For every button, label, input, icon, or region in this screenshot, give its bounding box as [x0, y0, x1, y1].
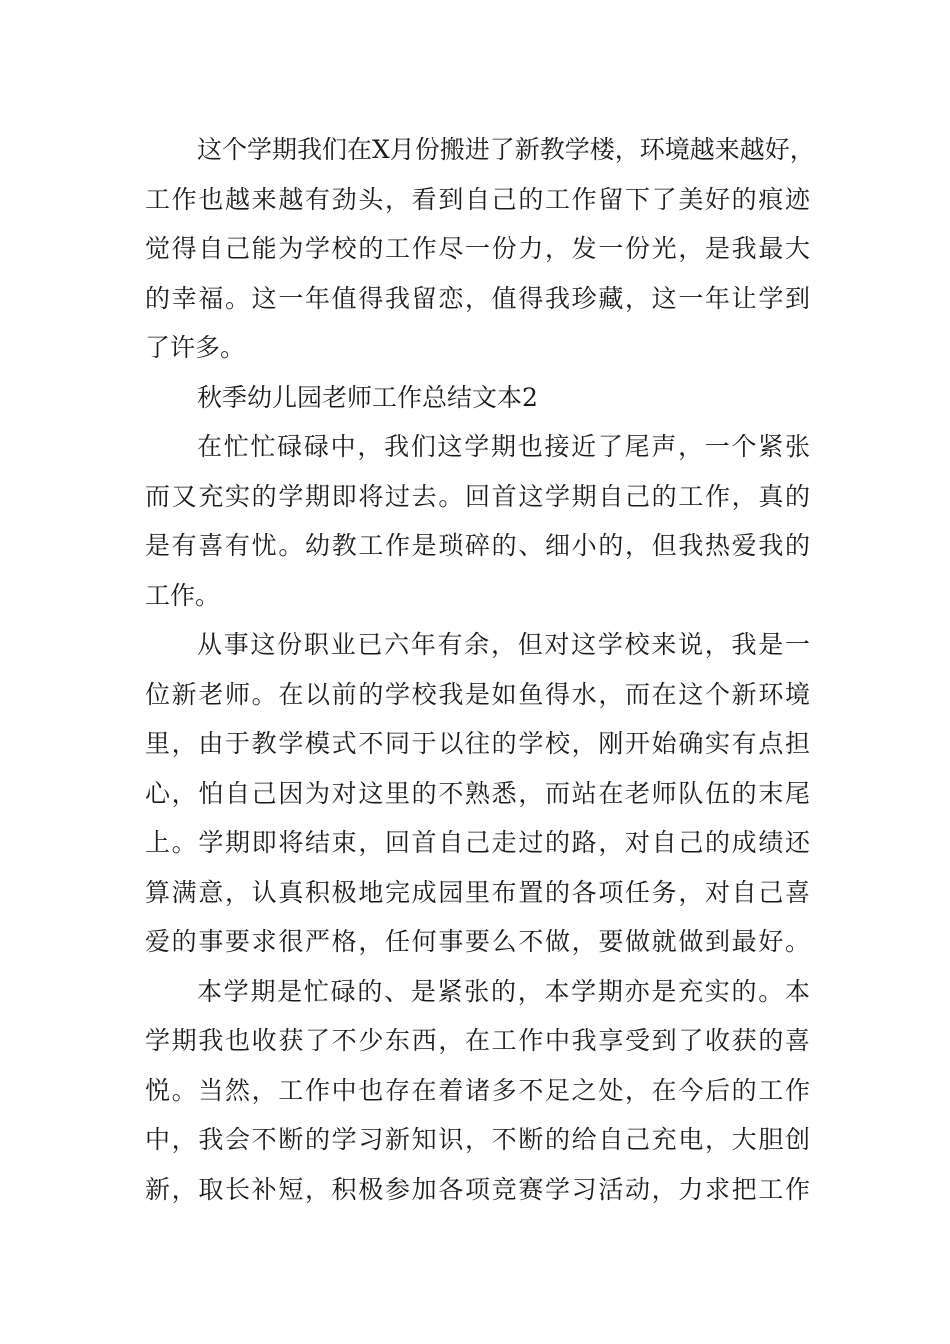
text-line: 本学期是忙碌的、是紧张的，本学期亦是充实的。本 — [197, 976, 810, 1006]
text-line: 了许多。 — [145, 333, 246, 362]
text-line: 从事这份职业已六年有余，但对这学校来说，我是一 — [197, 630, 810, 659]
text-line: 这个学期我们在X月份搬进了新教学楼，环境越来越好， — [197, 135, 815, 164]
section-heading: 秋季幼儿园老师工作总结文本2 — [197, 382, 538, 412]
text-line: 爱的事要求很严格，任何事要么不做，要做就做到最好。 — [145, 927, 810, 956]
text-line: 新，取长补短，积极参加各项竞赛学习活动，力求把工作 — [145, 1174, 810, 1204]
text-line: 悦。当然，工作中也存在着诸多不足之处，在今后的工作 — [145, 1075, 810, 1105]
text-line: 是有喜有忧。幼教工作是琐碎的、细小的，但我热爱我的 — [145, 531, 810, 560]
text-line: 工作也越来越有劲头，看到自己的工作留下了美好的痕迹 — [145, 184, 810, 214]
text-line: 在忙忙碌碌中，我们这学期也接近了尾声，一个紧张 — [197, 432, 810, 461]
text-line: 学期我也收获了不少东西，在工作中我享受到了收获的喜 — [145, 1026, 810, 1055]
text-line: 而又充实的学期即将过去。回首这学期自己的工作，真的 — [145, 481, 810, 511]
text-line: 工作。 — [145, 580, 221, 610]
text-line: 心，怕自己因为对这里的不熟悉，而站在老师队伍的末尾 — [145, 778, 810, 808]
text-line: 上。学期即将结束，回首自己走过的路，对自己的成绩还 — [145, 828, 810, 857]
text-line: 里，由于教学模式不同于以往的学校，刚开始确实有点担 — [145, 729, 810, 758]
text-line: 中，我会不断的学习新知识，不断的给自己充电，大胆创 — [145, 1125, 810, 1154]
text-line: 的幸福。这一年值得我留恋，值得我珍藏，这一年让学到 — [145, 283, 810, 313]
body-text — [145, 125, 815, 1214]
text-line: 觉得自己能为学校的工作尽一份力，发一份光，是我最大 — [145, 234, 810, 263]
text-line: 位新老师。在以前的学校我是如鱼得水，而在这个新环境 — [145, 679, 810, 709]
text-line: 算满意，认真积极地完成园里布置的各项任务，对自己喜 — [145, 877, 810, 907]
